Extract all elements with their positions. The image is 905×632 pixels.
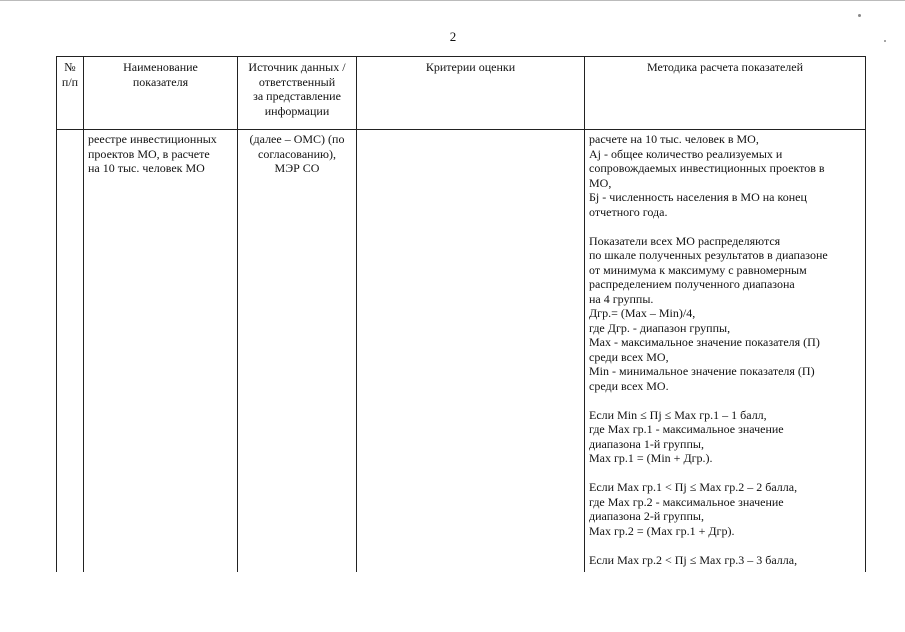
text-line: № (64, 60, 76, 74)
text-line: диапазона 1-й группы, (589, 436, 704, 451)
text-line: распределением полученного диапазона (589, 277, 795, 291)
text-line: на 10 тыс. человек МО (88, 161, 205, 175)
text-line: где Max гр.2 - максимальное значение (589, 494, 784, 509)
text-line: Показатели всех МО распределяются (589, 233, 781, 248)
table-row (57, 130, 866, 573)
page-number: 2 (449, 29, 457, 44)
text-line: Max гр.1 = (Min + Дгр.). (589, 451, 713, 465)
text-line: Если Min ≤ Пj ≤ Max гр.1 – 1 балл, (589, 407, 767, 422)
text-line: Аj - общее количество реализуемых и (589, 146, 783, 161)
text-line: (далее – ОМС) (по (249, 132, 345, 146)
text-line: отчетного года. (589, 204, 668, 219)
text-line: от минимума к максимуму с равномерным (589, 262, 807, 277)
text-line: МЭР СО (274, 161, 320, 175)
text-line: Если Max гр.1 < Пj ≤ Max гр.2 – 2 балла, (589, 480, 798, 494)
text-line: п/п (61, 74, 79, 89)
text-line: Если Max гр.2 < Пj ≤ Max гр.3 – 3 балла, (589, 552, 798, 567)
text-line: сопровождаемых инвестиционных проектов в (589, 161, 825, 175)
page-top-edge (0, 0, 905, 1)
text-line: где Дгр. - диапазон группы, (589, 320, 731, 335)
text-line: на 4 группы. (589, 291, 654, 306)
text-line: Критерии оценки (425, 60, 516, 74)
text-line: расчете на 10 тыс. человек в МО, (589, 132, 759, 146)
header-criteria (357, 57, 585, 130)
scan-speck (858, 14, 861, 17)
text-line: Max - максимальное значение показателя (П) (589, 335, 820, 349)
scan-speck (884, 40, 886, 42)
cell-data-source (238, 130, 357, 573)
methodology-table (56, 56, 866, 572)
text-line: показателя (132, 74, 189, 89)
header-indicator-name (84, 57, 238, 130)
text-line: согласованию), (258, 146, 336, 161)
header-number (57, 57, 84, 130)
text-line: Min - минимальное значение показателя (П) (589, 364, 815, 378)
text-line: диапазона 2-й группы, (589, 509, 704, 523)
cell-number (57, 130, 84, 573)
header-methodology (585, 57, 866, 130)
text-line: Источник данных / (248, 60, 346, 74)
text-line: среди всех МО. (589, 378, 669, 393)
blank-line (589, 219, 861, 234)
text-line: среди всех МО, (589, 349, 669, 364)
text-line: Дгр.= (Max – Min)/4, (589, 306, 696, 320)
blank-line (589, 466, 861, 481)
table-header-row (57, 57, 866, 130)
header-data-source (238, 57, 357, 130)
text-line: МО, (589, 175, 612, 190)
text-line: информации (264, 103, 330, 118)
text-line: Наименование (123, 60, 198, 74)
cell-criteria (357, 130, 585, 573)
blank-line (589, 393, 861, 408)
cell-indicator-name (84, 130, 238, 573)
blank-line (589, 538, 861, 553)
text-line: Max гр.2 = (Max гр.1 + Дгр). (589, 523, 735, 538)
text-line: за представление (253, 89, 341, 103)
text-line: ответственный (258, 74, 336, 89)
cell-methodology (585, 130, 866, 573)
text-line: где Max гр.1 - максимальное значение (589, 422, 784, 436)
text-line: проектов МО, в расчете (88, 146, 210, 161)
text-line: Методика расчета показателей (646, 60, 804, 74)
text-line: Бj - численность населения в МО на конец (589, 190, 807, 204)
text-line: по шкале полученных результатов в диапазоне (589, 248, 828, 262)
text-line: реестре инвестиционных (88, 132, 217, 146)
